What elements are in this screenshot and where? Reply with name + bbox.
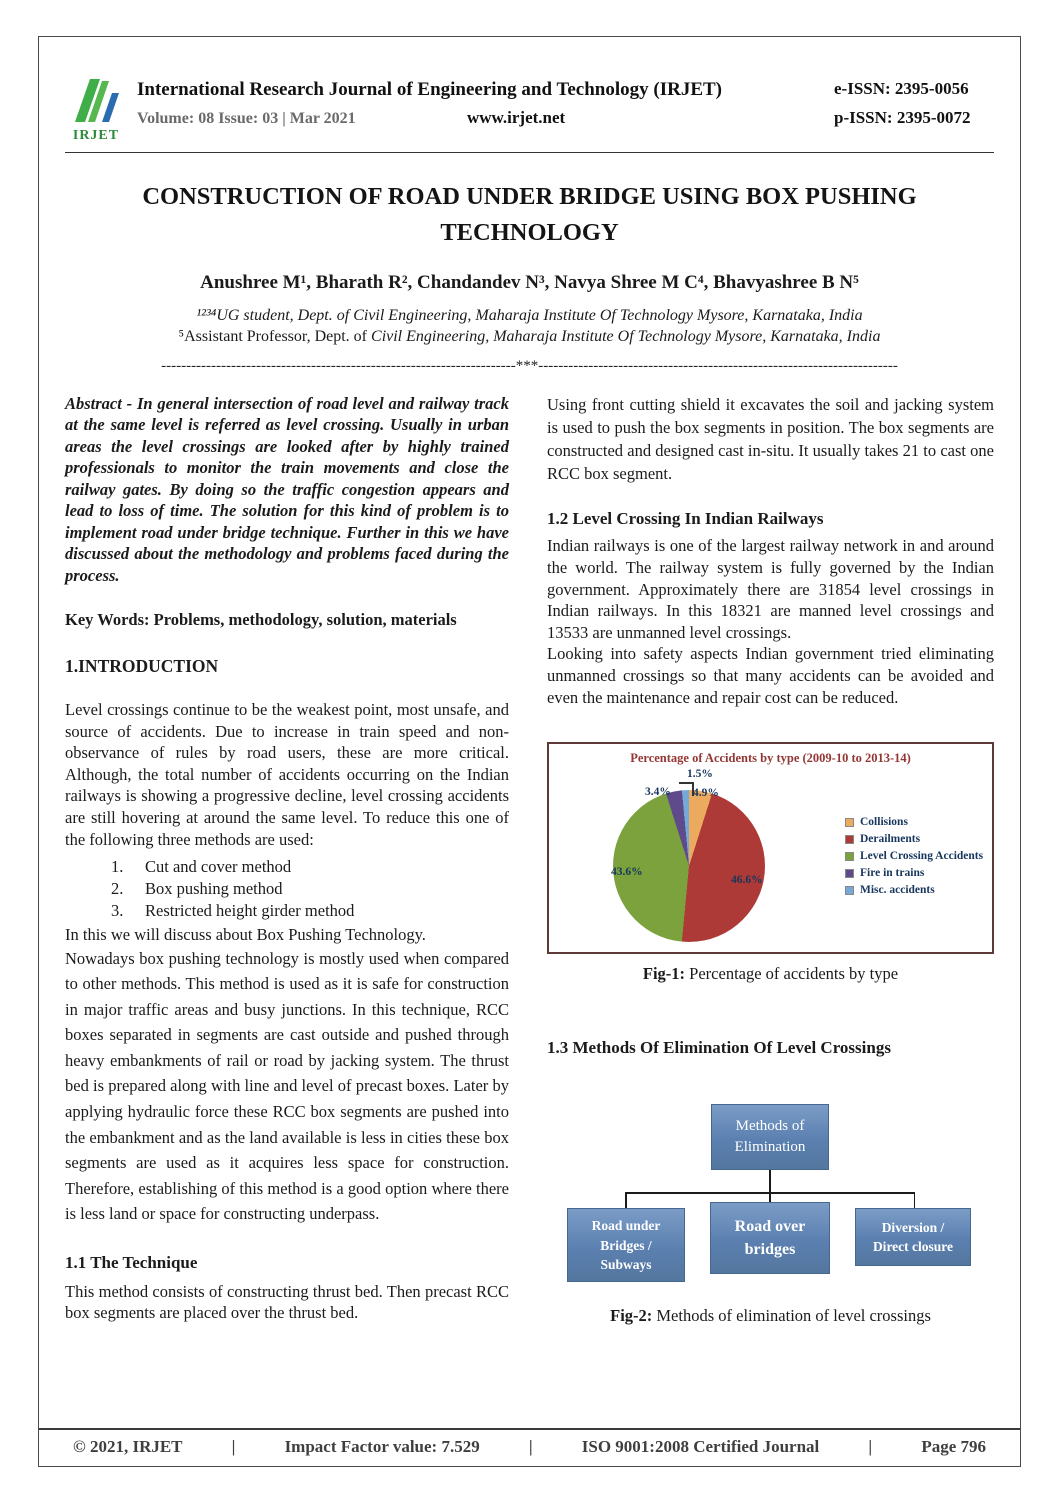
list-item-number: 2. [111, 879, 124, 899]
list-item [111, 856, 509, 878]
paper-title-line1: CONSTRUCTION OF ROAD UNDER BRIDGE USING BOX PUSHING [142, 183, 917, 210]
footer-separator: | [868, 1437, 873, 1456]
intro-paragraph-3: Nowadays box pushing technology is mostly used when compared to other methods. This method is used as it is safe for construction in major traffic areas and busy junctions. In this technique, RCC boxes separated in segments are cast outside and pushed through heavy embankments of rail or road by jacking system. The thrust bed is prepared along with line and level of precast boxes. Later by applying hydraulic force these RCC box segments are pushed into the embankment and as the land available is less in cities these box segments are used as it acquires less space for construction. Therefore, establishing of this method is a good option where there is less land or space for constructing underpass. [65, 948, 509, 1224]
abstract-text: In general intersection of road level and railway track at the same level is referred as level crossing. Usually in urban areas the level crossings are looked after by highly trained professionals to monitor the train movements and close the railway gates. By doing so the traffic congestion appears and lead to loss of time. The solution for this kind of problem is to implement road under bridge technique. Further in this we have discussed about the methodology and problems faced during the process. [65, 394, 509, 585]
connector-line [914, 1192, 916, 1208]
journal-name: International Research Journal of Engineering and Technology (IRJET) [137, 79, 723, 100]
continuation-paragraph: Using front cutting shield it excavates the soil and jacking system is used to push the box segments in position. The box segments are constructed and designed cast in-situ. It usually takes 21 to cast one RCC box segment. [547, 395, 994, 484]
pie-label-derailments: 46.6% [731, 874, 763, 887]
legend-item [845, 867, 983, 879]
page-footer [39, 1428, 1020, 1466]
left-column [65, 383, 509, 1326]
list-item-text: Restricted height girder method [145, 901, 355, 921]
legend-label: Level Crossing Accidents [860, 850, 984, 863]
footer-certification: ISO 9001:2008 Certified Journal [581, 1437, 820, 1456]
paper-title-line2: TECHNOLOGY [440, 218, 619, 246]
connector-line [769, 1170, 771, 1192]
figure-2-caption-text: Methods of elimination of level crossings [652, 1306, 931, 1326]
figure-2-caption-label: Fig-2: [610, 1306, 653, 1326]
footer-page-number: Page 796 [921, 1437, 986, 1456]
irjet-logo-icon [69, 77, 123, 123]
legend-label: Misc. accidents [860, 884, 935, 897]
issn-block [834, 77, 994, 128]
connector-line [625, 1192, 627, 1208]
affiliation-2-italic: Civil Engineering, Maharaja Institute Of Technology Mysore, Karnataka, India [371, 328, 881, 346]
footer-separator: | [528, 1437, 533, 1456]
irjet-logo [65, 77, 127, 144]
legend-item [845, 850, 983, 862]
keywords-text: Problems, methodology, solution, materials [149, 609, 457, 629]
section-divider-text: -----------------------------------------------------------------------***------------------------------------------------------------------------ [161, 358, 898, 375]
intro-paragraph-2: In this we will discuss about Box Pushing Technology. [65, 925, 426, 945]
volume-issue: Volume: 08 Issue: 03 | Mar 2021 [137, 110, 356, 127]
section-1-1-paragraph: This method consists of constructing thrust bed. Then precast RCC box segments are placed over the thrust bed. [65, 1281, 509, 1323]
figure-1-caption-label: Fig-1: [642, 964, 686, 984]
affiliation-2-plain: ⁵Assistant Professor, Dept. of [178, 328, 372, 346]
legend-label: Fire in trains [860, 867, 925, 880]
list-item-text: Cut and cover method [145, 857, 292, 877]
two-column-body [65, 383, 994, 1326]
header-row2 [137, 108, 834, 128]
legend-item [845, 833, 983, 845]
paper-title [65, 179, 994, 250]
page-content [39, 37, 1020, 1326]
footer-separator: | [231, 1437, 236, 1456]
diagram-box-road-under-bridges: Road under Bridges / Subways [567, 1208, 685, 1282]
page-border-frame [38, 36, 1021, 1467]
irjet-logo-text: IRJET [72, 128, 120, 143]
e-issn: e-ISSN: 2395-0056 [834, 79, 969, 98]
chart-title: Percentage of Accidents by type (2009-10 to 2013-14) [630, 751, 911, 766]
authors-line: Anushree M¹, Bharath R², Chandandev N³, Navya Shree M C⁴, Bhavyashree B N⁵ [200, 272, 859, 294]
legend-swatch [845, 869, 854, 878]
legend-item [845, 884, 983, 896]
section-1-2-paragraph-1: Indian railways is one of the largest railway network in and around the world. The railway system is fully governed by the Indian government. Approximately there are 31854 level crossings in Indian railways. In this 18321 are manned level crossings and 13533 are unmanned level crossings. [547, 536, 994, 642]
figure-1-chart [547, 742, 994, 954]
pie-legend [845, 816, 983, 901]
right-column [547, 383, 994, 1326]
diagram-box-diversion-direct-closure: Diversion / Direct closure [855, 1208, 971, 1266]
legend-label: Derailments [860, 833, 921, 846]
diagram-box-road-over-bridges: Road over bridges [710, 1202, 830, 1274]
list-item-number: 3. [111, 901, 124, 921]
keywords-line [65, 610, 509, 630]
legend-item [845, 816, 983, 828]
figure-1-caption-text: Percentage of accidents by type [685, 964, 899, 984]
header-middle [137, 77, 834, 128]
footer-impact-factor: Impact Factor value: 7.529 [284, 1437, 480, 1456]
header-rule [65, 152, 994, 153]
section-1-2-paragraph-2: Looking into safety aspects Indian government tried eliminating unmanned crossings so that many accidents can be avoided and even the maintenance and repair cost can be reduced. [547, 644, 994, 707]
figure-2-caption [547, 1306, 994, 1326]
intro-paragraph-1: Level crossings continue to be the weakest point, most unsafe, and source of accidents. Due to increase in train speed and non-observance of rules by road users, these are more critical. Although, the total number of accidents occurring on the Indian railways is showing a progressive decline, level crossing accidents are still hovering at around the same level. To reduce this one of the following three methods are used: [65, 699, 509, 849]
methods-list [111, 856, 509, 922]
journal-header [65, 77, 994, 144]
legend-swatch [845, 835, 854, 844]
list-item-number: 1. [111, 857, 124, 877]
legend-swatch [845, 886, 854, 895]
legend-label: Collisions [860, 816, 908, 829]
pie-label-fire: 3.4% [645, 786, 671, 799]
legend-swatch [845, 818, 854, 827]
section-1-3-heading: 1.3 Methods Of Elimination Of Level Crossings [547, 1038, 891, 1058]
legend-swatch [845, 852, 854, 861]
section-1-heading: 1.INTRODUCTION [65, 655, 219, 676]
list-item-text: Box pushing method [145, 879, 283, 899]
pie-label-level-crossing: 43.6% [611, 866, 643, 879]
leader-line [679, 782, 693, 784]
abstract-paragraph [65, 393, 509, 586]
keywords-label: Key Words: [65, 609, 150, 629]
list-item [111, 900, 509, 922]
connector-line [769, 1192, 771, 1202]
abstract-label: Abstract - [65, 394, 137, 414]
pie-label-collisions: 4.9% [693, 787, 719, 800]
affiliation-2 [65, 328, 994, 346]
affiliation-1: ¹²³⁴UG student, Dept. of Civil Engineering, Maharaja Institute Of Technology Mysore, Karnataka, India [196, 307, 863, 325]
section-1-2-heading: 1.2 Level Crossing In Indian Railways [547, 509, 824, 529]
p-issn: p-ISSN: 2395-0072 [834, 108, 971, 127]
section-divider [65, 358, 994, 375]
figure-1-caption [547, 964, 994, 984]
diagram-box-methods-of-elimination: Methods of Elimination [711, 1104, 829, 1170]
journal-website: www.irjet.net [467, 108, 566, 127]
list-item [111, 878, 509, 900]
pie-label-misc: 1.5% [687, 768, 713, 781]
figure-2-diagram [547, 1104, 994, 1294]
footer-copyright: © 2021, IRJET [73, 1437, 183, 1456]
section-1-1-heading: 1.1 The Technique [65, 1252, 198, 1272]
